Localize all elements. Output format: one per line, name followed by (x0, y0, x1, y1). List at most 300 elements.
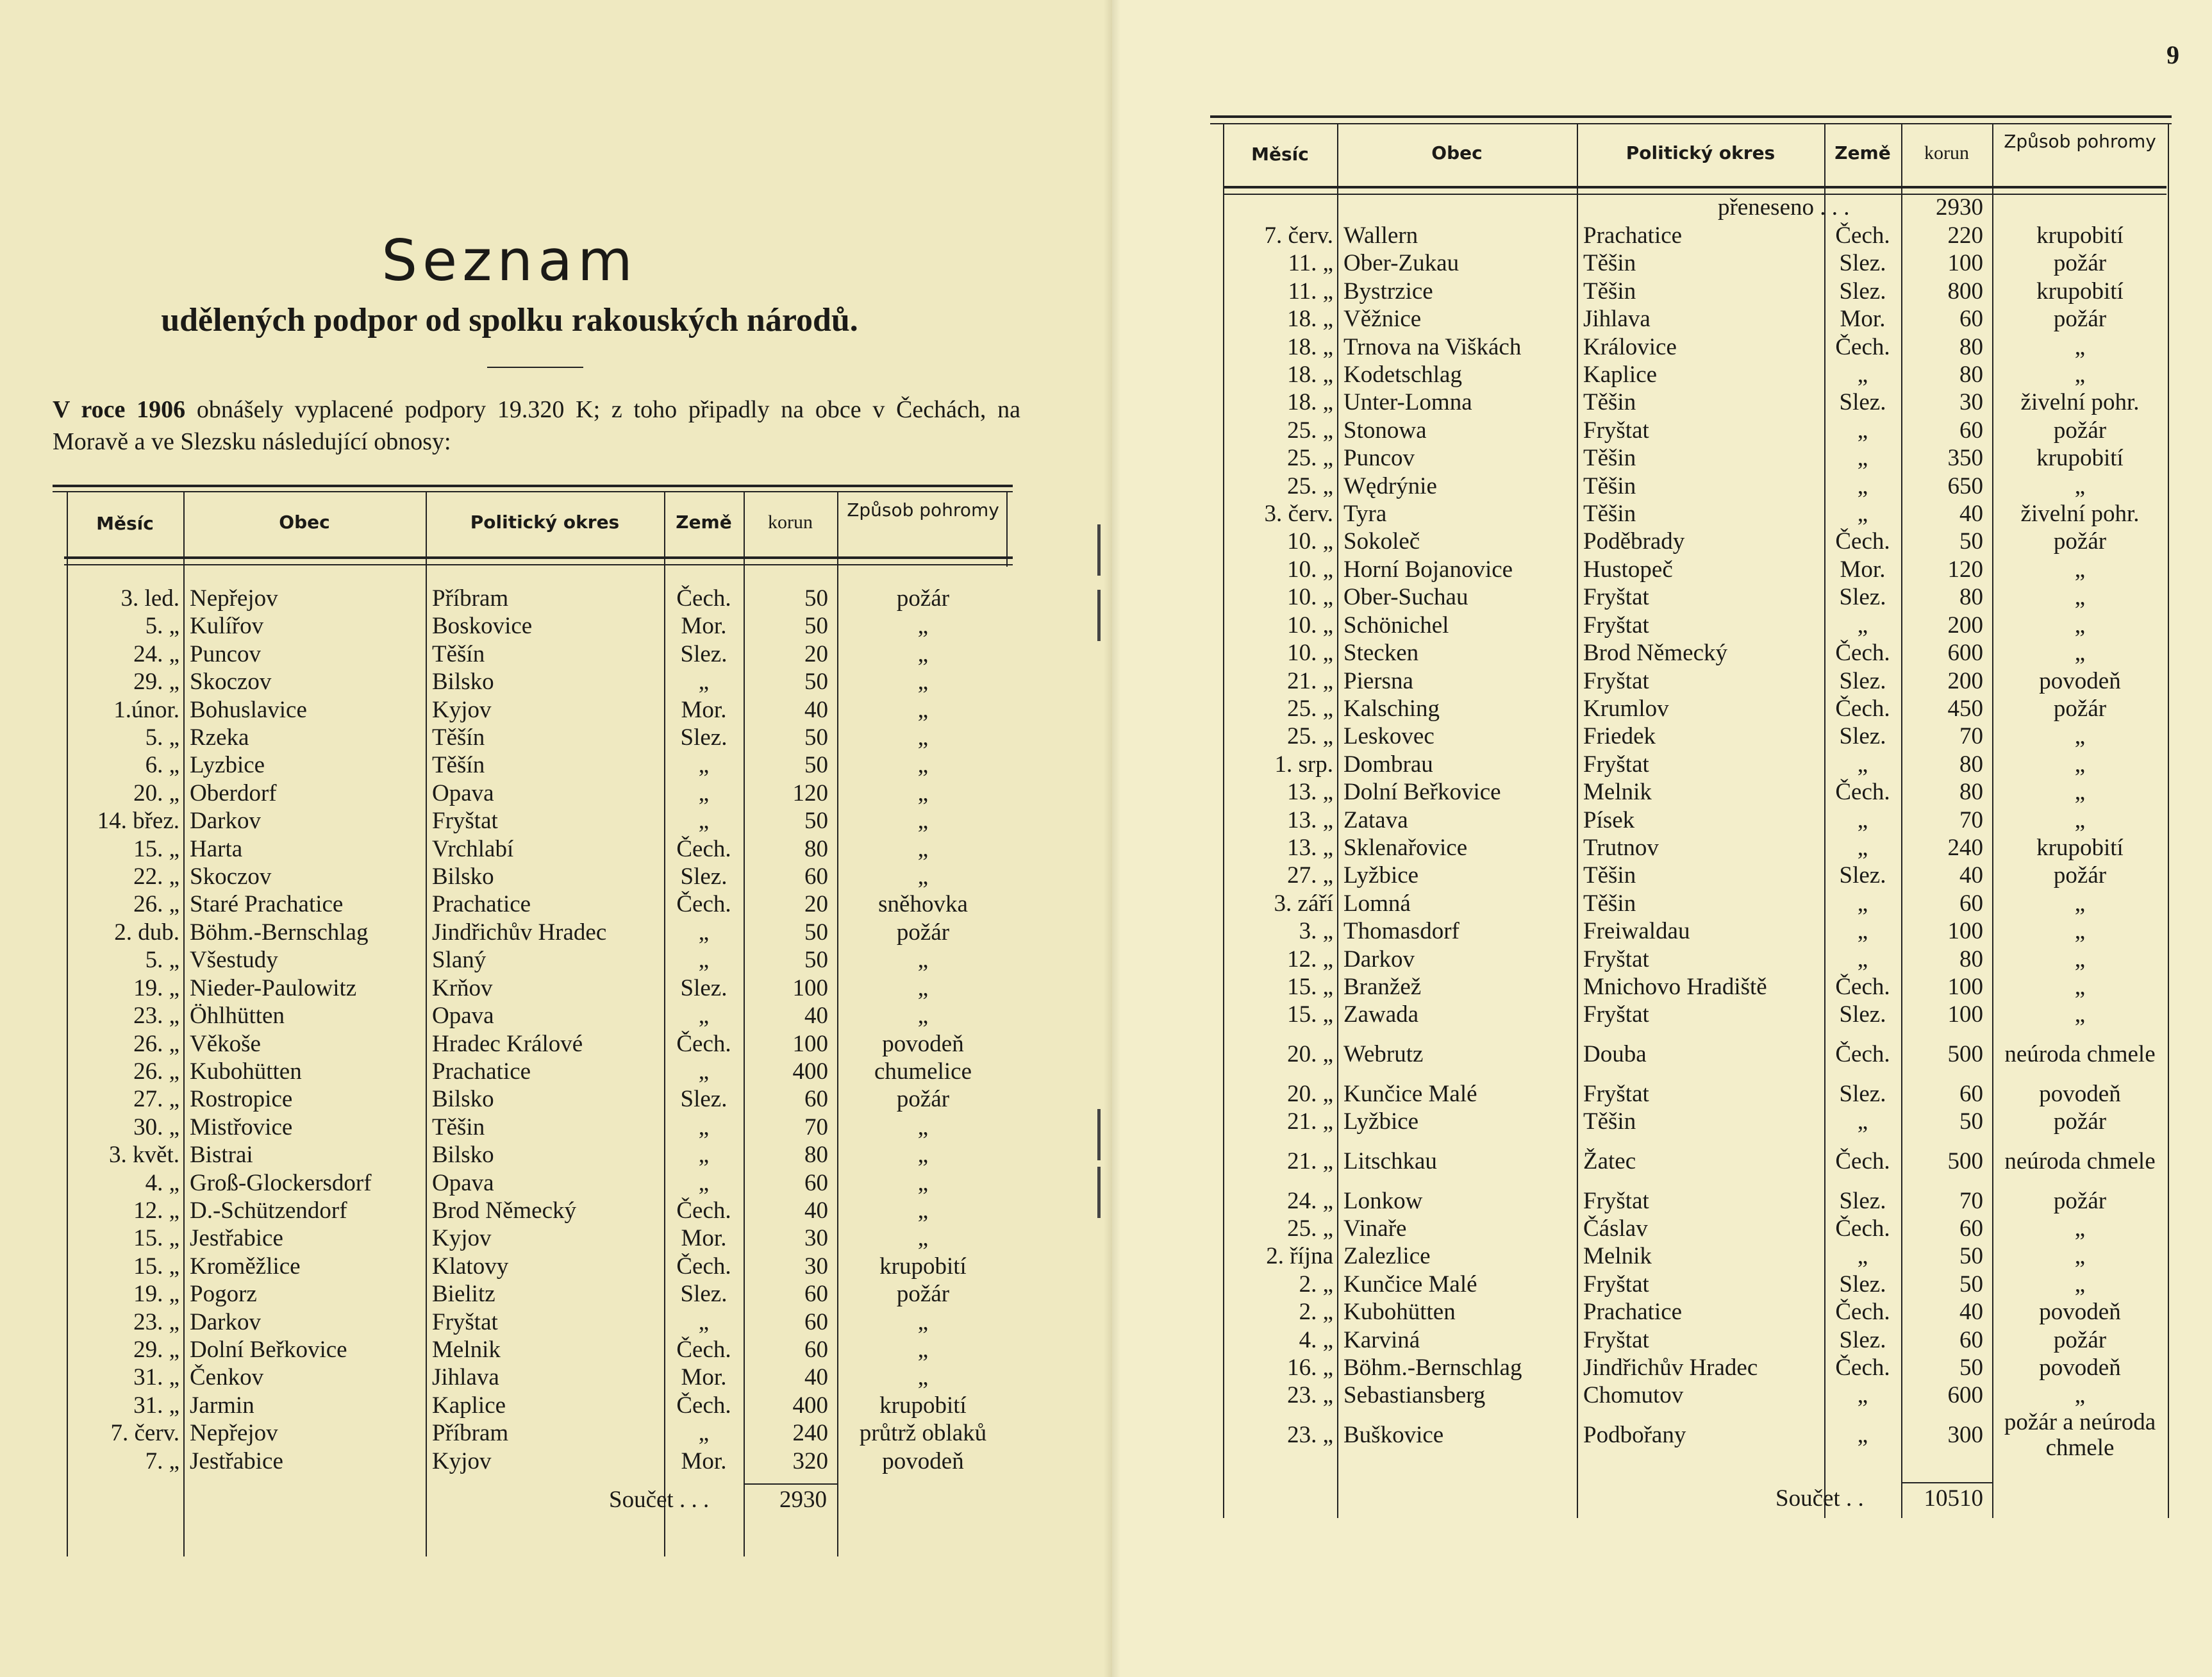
cell-obec: Dolní Beřkovice (190, 1336, 347, 1363)
cell-korun: 50 (804, 669, 828, 696)
cell-okres: Prachatice (1583, 1299, 1683, 1326)
table-row (1223, 1242, 2168, 1270)
page-title: Seznam (381, 228, 638, 294)
cell-zeme: „ (1857, 612, 1868, 638)
table-row (67, 807, 1009, 835)
cell-zeme: Slez. (680, 724, 728, 751)
cell-okres: Královice (1583, 333, 1677, 360)
cell-okres: Bilsko (432, 669, 494, 696)
cell-okres: Fryštat (1583, 1187, 1649, 1214)
cell-zeme: Slez. (1839, 250, 1886, 277)
table-row (1223, 806, 2168, 834)
cell-zeme: „ (1857, 472, 1868, 499)
right-carried-value: 2930 (1936, 194, 1983, 221)
cell-obec: Schönichel (1343, 612, 1449, 638)
cell-zpusob: „ (917, 613, 929, 640)
cell-korun: 70 (804, 1114, 828, 1140)
cell-zpusob: „ (2074, 890, 2086, 917)
cell-obec: Unter-Lomna (1343, 389, 1472, 416)
cell-okres: Těšin (1583, 445, 1636, 472)
cell-obec: Kunčice Malé (1343, 1271, 1477, 1297)
cell-month: 25. „ (1287, 445, 1333, 472)
left-col-line (1006, 491, 1008, 567)
table-row (67, 668, 1009, 696)
cell-zeme: Čech. (1835, 528, 1890, 555)
cell-okres: Žatec (1583, 1147, 1636, 1174)
cell-month: 5. „ (145, 724, 179, 751)
left-header-rule (64, 556, 1013, 559)
table-row (1223, 528, 2168, 555)
cell-zeme: Čech. (676, 1392, 731, 1419)
cell-okres: Krumlov (1583, 695, 1669, 722)
cell-obec: Nieder-Paulowitz (190, 974, 357, 1001)
table-row (67, 919, 1009, 946)
table-row (67, 1448, 1009, 1475)
cell-okres: Těšin (1583, 1108, 1636, 1135)
cell-korun: 40 (1959, 862, 1983, 889)
cell-okres: Melnik (1583, 1243, 1652, 1270)
cell-okres: Prachatice (1583, 222, 1683, 249)
cell-month: 26. „ (133, 1058, 179, 1085)
cell-okres: Fryštat (1583, 584, 1649, 611)
cell-okres: Těšin (1583, 890, 1636, 917)
left-header-zeme: Země (676, 512, 732, 533)
cell-zeme: „ (698, 808, 710, 835)
cell-obec: Stecken (1343, 640, 1419, 667)
cell-okres: Podbořany (1583, 1422, 1686, 1449)
cell-okres: Mnichovo Hradiště (1583, 973, 1767, 1000)
cell-zeme: Čech. (1835, 1355, 1890, 1381)
cell-zpusob: požár (896, 1281, 950, 1308)
cell-okres: Těšin (1583, 278, 1636, 305)
cell-month: 18. „ (1287, 333, 1333, 360)
cell-month: 10. „ (1287, 584, 1333, 611)
cell-zeme: Slez. (1839, 1187, 1886, 1214)
cell-month: 2. „ (1299, 1299, 1333, 1326)
cell-korun: 30 (804, 1253, 828, 1280)
cell-korun: 60 (1959, 306, 1983, 333)
cell-okres: Těšín (432, 640, 485, 667)
cell-okres: Bilsko (432, 1142, 494, 1169)
cell-zpusob: „ (917, 1308, 929, 1335)
page-subtitle: udělených podpor od spolku rakouských národů. (161, 302, 858, 338)
left-total-value: 2930 (779, 1487, 827, 1513)
cell-obec: Čenkov (190, 1364, 264, 1391)
cell-korun: 400 (792, 1058, 828, 1085)
page-fold (1104, 0, 1120, 1677)
cell-okres: Fryštat (1583, 1271, 1649, 1297)
right-header-obec: Obec (1431, 142, 1483, 163)
cell-month: 11. „ (1288, 250, 1333, 277)
cell-zpusob: povodeň (2039, 1355, 2121, 1381)
cell-month: 16. „ (1287, 1355, 1333, 1381)
cell-korun: 500 (1947, 1041, 1983, 1068)
cell-zpusob: požár (896, 585, 950, 612)
cell-zpusob: krupobití (879, 1253, 967, 1280)
cell-korun: 40 (804, 1003, 828, 1030)
cell-okres: Fryštat (432, 808, 498, 835)
cell-zeme: „ (698, 919, 710, 946)
table-row (1223, 722, 2168, 750)
cell-korun: 30 (804, 1225, 828, 1252)
table-row (67, 1419, 1009, 1447)
cell-zpusob: „ (2074, 1271, 2086, 1297)
cell-obec: Jarmin (190, 1392, 254, 1419)
cell-korun: 450 (1947, 695, 1983, 722)
cell-okres: Melnik (1583, 779, 1652, 806)
cell-zpusob: povodeň (882, 1030, 964, 1057)
cell-korun: 60 (1959, 1080, 1983, 1107)
cell-obec: Darkov (1343, 946, 1415, 972)
cell-okres: Melnik (432, 1336, 501, 1363)
cell-month: 18. „ (1287, 389, 1333, 416)
cell-korun: 20 (804, 640, 828, 667)
table-row (67, 946, 1009, 974)
cell-obec: Lomná (1343, 890, 1411, 917)
table-row (67, 1141, 1009, 1169)
cell-zpusob: „ (917, 696, 929, 723)
cell-okres: Jindřichův Hradec (432, 919, 607, 946)
cell-korun: 40 (804, 1364, 828, 1391)
cell-obec: Věžnice (1343, 306, 1422, 333)
table-row (67, 1085, 1009, 1113)
cell-okres: Freiwaldau (1583, 918, 1690, 945)
cell-month: 3. červ. (1264, 501, 1333, 528)
cell-zeme: Mor. (1840, 306, 1886, 333)
table-row (1223, 556, 2168, 583)
cell-obec: Piersna (1343, 667, 1413, 694)
cell-zpusob: „ (2074, 640, 2086, 667)
cell-obec: Branžež (1343, 973, 1422, 1000)
cell-okres: Fryštat (1583, 1080, 1649, 1107)
cell-obec: Kubohütten (1343, 1299, 1456, 1326)
cell-month: 26. „ (133, 891, 179, 918)
cell-zeme: Čech. (676, 835, 731, 862)
cell-korun: 50 (1959, 1271, 1983, 1297)
cell-zeme: Slez. (1839, 1001, 1886, 1028)
table-row (1223, 1187, 2168, 1215)
cell-zpusob: povodeň (2039, 667, 2121, 694)
intro-paragraph (53, 394, 1020, 458)
cell-month: 29. „ (133, 669, 179, 696)
cell-obec: Bohuslavice (190, 696, 307, 723)
right-data-table (1223, 222, 2168, 1461)
cell-month: 3. led. (121, 585, 179, 612)
cell-korun: 20 (804, 891, 828, 918)
cell-korun: 50 (1959, 528, 1983, 555)
cell-obec: Všestudy (190, 947, 278, 974)
cell-okres: Čáslav (1583, 1215, 1648, 1242)
cell-month: 3. „ (1299, 918, 1333, 945)
cell-korun: 350 (1947, 445, 1983, 472)
cell-korun: 40 (1959, 501, 1983, 528)
cell-zeme: Slez. (680, 1086, 728, 1113)
cell-zeme: Mor. (681, 1364, 727, 1391)
cell-okres: Trutnov (1583, 834, 1659, 861)
left-table-top-rule-2 (53, 491, 1013, 492)
cell-korun: 650 (1947, 472, 1983, 499)
cell-korun: 80 (804, 1142, 828, 1169)
cell-zeme: „ (1857, 834, 1868, 861)
cell-zeme: „ (1857, 1382, 1868, 1409)
cell-obec: D.-Schützendorf (190, 1197, 347, 1224)
cell-zeme: Slez. (1839, 667, 1886, 694)
cell-korun: 100 (792, 1030, 828, 1057)
cell-zpusob: průtrž oblaků (859, 1420, 987, 1447)
cell-zeme: Mor. (1840, 556, 1886, 583)
table-row (67, 724, 1009, 751)
cell-okres: Hradec Králové (432, 1030, 583, 1057)
cell-okres: Bielitz (432, 1281, 495, 1308)
cell-month: 15. „ (1287, 1001, 1333, 1028)
table-row (1223, 1029, 2168, 1080)
table-row (1223, 1136, 2168, 1187)
cell-okres: Opava (432, 1003, 494, 1030)
cell-month: 7. červ. (1264, 222, 1333, 249)
cell-obec: Darkov (190, 1308, 261, 1335)
cell-month: 25. „ (1287, 472, 1333, 499)
right-header-okres: Politický okres (1626, 142, 1775, 163)
left-header-mesic: Měsíc (96, 513, 154, 534)
table-row (67, 1224, 1009, 1252)
cell-okres: Poděbrady (1583, 528, 1685, 555)
cell-month: 2. „ (1299, 1271, 1333, 1297)
cell-okres: Jihlava (432, 1364, 499, 1391)
right-total-label: Součet . . (1775, 1485, 1864, 1512)
cell-zeme: Čech. (1835, 1299, 1890, 1326)
cell-month: 13. „ (1287, 834, 1333, 861)
cell-okres: Friedek (1583, 723, 1656, 750)
cell-month: 31. „ (133, 1392, 179, 1419)
cell-zpusob: požár (2053, 417, 2107, 444)
cell-obec: Nepřejov (190, 1420, 278, 1447)
table-row (1223, 1381, 2168, 1409)
cell-okres: Slaný (432, 947, 486, 974)
cell-okres: Bilsko (432, 864, 494, 890)
cell-obec: Wallern (1343, 222, 1418, 249)
cell-korun: 50 (804, 808, 828, 835)
cell-okres: Těšin (1583, 389, 1636, 416)
cell-korun: 100 (1947, 918, 1983, 945)
cell-korun: 50 (804, 613, 828, 640)
left-header-obec: Obec (279, 512, 330, 533)
table-row (1223, 361, 2168, 388)
cell-obec: Staré Prachatice (190, 891, 344, 918)
cell-zpusob: „ (917, 1364, 929, 1391)
cell-korun: 60 (804, 1308, 828, 1335)
cell-zeme: „ (1857, 1108, 1868, 1135)
cell-korun: 60 (804, 864, 828, 890)
table-row (1223, 1410, 2168, 1461)
cell-zeme: „ (698, 1003, 710, 1030)
cell-korun: 800 (1947, 278, 1983, 305)
table-row (67, 863, 1009, 890)
cell-zeme: Slez. (680, 864, 728, 890)
table-row (67, 974, 1009, 1002)
table-row (67, 1169, 1009, 1197)
margin-mark (1097, 590, 1101, 641)
cell-month: 6. „ (145, 752, 179, 779)
cell-korun: 80 (1959, 946, 1983, 972)
cell-zpusob: „ (917, 1197, 929, 1224)
cell-month: 10. „ (1287, 640, 1333, 667)
cell-korun: 50 (804, 585, 828, 612)
right-header-rule (1224, 186, 2166, 188)
cell-zeme: Slez. (680, 974, 728, 1001)
cell-zpusob: neúroda chmele (2004, 1147, 2156, 1174)
table-row (67, 1253, 1009, 1280)
cell-zpusob: „ (2074, 584, 2086, 611)
cell-zpusob: „ (2074, 1243, 2086, 1270)
left-table-top-rule (53, 485, 1013, 487)
cell-obec: Trnova na Viškách (1343, 333, 1522, 360)
cell-month: 23. „ (1287, 1382, 1333, 1409)
cell-obec: Rostropice (190, 1086, 293, 1113)
cell-korun: 70 (1959, 723, 1983, 750)
cell-zeme: „ (1857, 417, 1868, 444)
cell-obec: Öhlhütten (190, 1003, 285, 1030)
table-row (1223, 1298, 2168, 1326)
cell-obec: Jestřabice (190, 1225, 283, 1252)
cell-zeme: „ (1857, 806, 1868, 833)
cell-zpusob: požár (2053, 1108, 2107, 1135)
cell-zpusob: „ (917, 835, 929, 862)
cell-month: 21. „ (1287, 1108, 1333, 1135)
cell-korun: 40 (804, 696, 828, 723)
cell-zeme: Slez. (1839, 1080, 1886, 1107)
cell-obec: Stonowa (1343, 417, 1427, 444)
cell-korun: 240 (1947, 834, 1983, 861)
cell-okres: Bilsko (432, 1086, 494, 1113)
title-divider (487, 367, 583, 368)
cell-obec: Zalezlice (1343, 1243, 1431, 1270)
table-row (1223, 778, 2168, 806)
cell-month: 12. „ (1287, 946, 1333, 972)
table-row (67, 1114, 1009, 1141)
cell-zpusob: požár (896, 919, 950, 946)
cell-okres: Těšin (1583, 862, 1636, 889)
cell-zeme: Čech. (676, 1253, 731, 1280)
cell-zpusob: „ (2074, 612, 2086, 638)
cell-month: 23. „ (1287, 1422, 1333, 1449)
table-row (67, 1364, 1009, 1391)
table-row (67, 696, 1009, 724)
left-header-zpusob: Způsob pohromy (847, 499, 999, 521)
table-row (67, 780, 1009, 807)
cell-zeme: „ (1857, 1243, 1868, 1270)
cell-zpusob: „ (2074, 779, 2086, 806)
right-table-body (1223, 222, 2168, 1461)
cell-month: 15. „ (1287, 973, 1333, 1000)
table-row (1223, 695, 2168, 722)
cell-korun: 80 (1959, 333, 1983, 360)
cell-okres: Fryštat (1583, 612, 1649, 638)
table-row (1223, 862, 2168, 889)
cell-obec: Pogorz (190, 1281, 257, 1308)
cell-zpusob: „ (917, 724, 929, 751)
right-header-korun: korun (1924, 142, 1969, 163)
table-row (67, 1308, 1009, 1336)
cell-zpusob: „ (917, 1114, 929, 1140)
table-row (1223, 890, 2168, 917)
cell-obec: Kunčice Malé (1343, 1080, 1477, 1107)
table-row (67, 585, 1009, 612)
cell-zpusob: „ (917, 752, 929, 779)
cell-obec: Darkov (190, 808, 261, 835)
table-row (1223, 1271, 2168, 1298)
cell-month: 18. „ (1287, 306, 1333, 333)
cell-month: 25. „ (1287, 1215, 1333, 1242)
cell-korun: 100 (1947, 1001, 1983, 1028)
cell-zpusob: požár (2053, 862, 2107, 889)
cell-zpusob: „ (2074, 751, 2086, 778)
cell-obec: Harta (190, 835, 243, 862)
cell-korun: 100 (1947, 973, 1983, 1000)
table-row (1223, 834, 2168, 862)
cell-zpusob: neúroda chmele (2004, 1040, 2156, 1067)
cell-obec: Jestřabice (190, 1448, 283, 1474)
cell-korun: 600 (1947, 1382, 1983, 1409)
cell-zpusob: „ (2074, 1215, 2086, 1242)
cell-obec: Kroměžlice (190, 1253, 301, 1280)
cell-obec: Lyzbice (190, 752, 265, 779)
cell-zpusob: „ (917, 808, 929, 835)
cell-korun: 60 (804, 1169, 828, 1196)
cell-obec: Puncov (1343, 445, 1415, 472)
cell-obec: Webrutz (1343, 1041, 1424, 1068)
cell-zpusob: „ (2074, 556, 2086, 583)
cell-month: 15. „ (133, 1225, 179, 1252)
cell-month: 1.únor. (113, 696, 179, 723)
cell-month: 5. „ (145, 613, 179, 640)
cell-month: 13. „ (1287, 779, 1333, 806)
cell-zpusob: „ (917, 1169, 929, 1196)
left-table-body (67, 585, 1009, 1475)
cell-obec: Buškovice (1343, 1422, 1444, 1449)
cell-korun: 60 (1959, 890, 1983, 917)
cell-okres: Opava (432, 780, 494, 806)
cell-korun: 80 (1959, 751, 1983, 778)
cell-zeme: Slez. (680, 1281, 728, 1308)
cell-okres: Hustopeč (1583, 556, 1673, 583)
cell-okres: Těšín (432, 724, 485, 751)
cell-zpusob: živelní pohr. (2020, 389, 2140, 416)
cell-okres: Opava (432, 1169, 494, 1196)
table-row (1223, 612, 2168, 639)
cell-zeme: Čech. (1835, 640, 1890, 667)
cell-obec: Dolní Beřkovice (1343, 779, 1501, 806)
cell-month: 3. květ. (109, 1142, 179, 1169)
cell-obec: Lyžbice (1343, 862, 1419, 889)
cell-zeme: „ (698, 780, 710, 806)
cell-zeme: Slez. (1839, 723, 1886, 750)
cell-zeme: „ (1857, 918, 1868, 945)
cell-zpusob: „ (2074, 333, 2086, 360)
cell-korun: 600 (1947, 640, 1983, 667)
cell-month: 10. „ (1287, 612, 1333, 638)
margin-mark (1097, 1109, 1101, 1160)
cell-korun: 40 (804, 1197, 828, 1224)
cell-month: 2. října (1266, 1243, 1333, 1270)
cell-zeme: Slez. (1839, 278, 1886, 305)
cell-zeme: Mor. (681, 613, 727, 640)
cell-zpusob: požár (2053, 528, 2107, 555)
table-row (67, 1280, 1009, 1308)
cell-obec: Böhm.-Bernschlag (1343, 1355, 1522, 1381)
cell-month: 25. „ (1287, 417, 1333, 444)
table-row (1223, 667, 2168, 695)
cell-korun: 60 (804, 1281, 828, 1308)
